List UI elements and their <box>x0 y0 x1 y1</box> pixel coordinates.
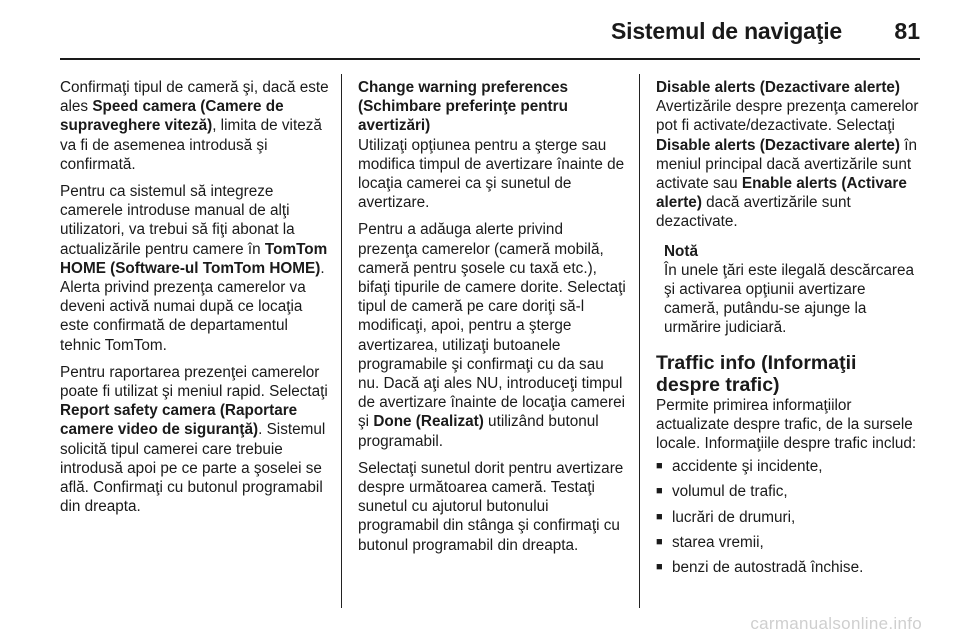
term-enable-alerts: Enable alerts (Activare alerte) <box>656 175 907 212</box>
paragraph-tomtom-home: Pentru ca sistemul să integreze camerele introduse manual de alţi utilizatori, va trebui să fiţi abonat la actualizările pentru camere în TomTom HOME (Software-ul TomTom HOME). Alerta privind prezenţa camerelor va deveni activă numai după ce locaţia este confirmată de departamentul tehnic TomTom. <box>60 183 328 354</box>
note-block <box>664 242 922 338</box>
column-left <box>60 78 330 524</box>
paragraph-add-alerts: Pentru a adăuga alerte privind prezenţa camerelor (cameră mobilă, cameră pentru şosele cu taxă etc.), bifaţi tipurile de camere dorite. Selectaţi tipul de cameră pe care doriţi să-l modificaţi, apoi, pentru a şterge avertizarea, utilizaţi butoanele programabile şi confirmaţi cu da sau nu. Dacă aţi ales NU, introduceţi timpul de avertizare înainte de locaţia camerei şi Done (Realizat) utilizând butonul programabil. <box>358 221 626 450</box>
paragraph-report-camera: Pentru raportarea prezenţei camerelor poate fi utilizat şi meniul rapid. Selectaţi Report safety camera (Raportare camere video de siguranţă). Sistemul solicită tipul camerei care trebuie introdusă apoi pe ce parte a şoselei se află. Confirmaţi cu butonul programabil din dreapta. <box>60 363 328 516</box>
column-right <box>656 78 922 583</box>
square-bullet-icon: ■ <box>656 561 663 574</box>
page-title: Sistemul de navigaţie <box>611 18 842 44</box>
heading-traffic-info: Traffic info (Informaţii despre trafic) <box>656 351 857 396</box>
square-bullet-icon: ■ <box>656 485 663 498</box>
site-watermark: carmanualsonline.info <box>750 614 922 633</box>
square-bullet-icon: ■ <box>656 460 663 473</box>
list-item: ■ volumul de trafic, <box>656 483 788 501</box>
paragraph-confirm-camera: Confirmaţi tipul de cameră şi, dacă este ales Speed camera (Camere de supraveghere viteză), limita de viteză va fi de asemenea introdusă şi confirmată. <box>60 79 329 173</box>
paragraph-traffic-intro: Permite primirea informaţiilor actualizate despre trafic, de la sursele locale. Informaţiile despre trafic includ: <box>656 396 917 453</box>
list-item: ■ benzi de autostradă închise. <box>656 559 864 577</box>
square-bullet-icon: ■ <box>656 535 663 548</box>
term-speed-camera: Speed camera (Camere de supraveghere viteză) <box>60 98 284 135</box>
list-item: ■ lucrări de drumuri, <box>656 508 796 526</box>
term-tomtom-home: TomTom HOME (Software-ul TomTom HOME) <box>60 240 328 277</box>
note-text: În unele ţări este ilegală descărcarea şi activarea opţiunii avertizare cameră, putându-se ajunge la urmărire judiciară. <box>664 261 915 337</box>
traffic-info-list <box>656 457 922 577</box>
square-bullet-icon: ■ <box>656 510 663 523</box>
page-number: 81 <box>894 18 920 44</box>
heading-disable-alerts: Disable alerts (Dezactivare alerte) <box>656 79 901 96</box>
note-label: Notă <box>664 242 698 260</box>
page-header <box>0 0 960 64</box>
header-divider <box>60 58 920 60</box>
term-done: Done (Realizat) <box>373 413 484 431</box>
list-item: ■ accidente şi incidente, <box>656 458 823 476</box>
column-divider-right <box>639 74 640 608</box>
list-item: ■ starea vremii, <box>656 533 764 551</box>
term-report-safety-camera: Report safety camera (Raportare camere video de siguranţă) <box>60 402 298 439</box>
paragraph-enable-disable: Avertizările despre prezenţa camerelor pot fi activate/dezactivate. Selectaţi Disable alerts (Dezactivare alerte) în meniul principal dacă avertizările sunt activate sau Enable alerts (Activare alerte) dacă avertizările sunt dezactivate. <box>656 98 919 231</box>
column-divider-left <box>341 74 342 608</box>
term-disable-alerts: Disable alerts (Dezactivare alerte) <box>656 136 901 154</box>
paragraph-warning-sound: Selectaţi sunetul dorit pentru avertizare despre următoarea cameră. Testaţi sunetul cu ajutorul butonului programabil din stânga şi confirmaţi cu butonul programabil din dreapta. <box>358 459 624 554</box>
column-middle <box>358 78 626 563</box>
heading-change-warning-preferences: Change warning preferences (Schimbare preferinţe pentru avertizări) <box>358 79 568 135</box>
paragraph-warning-options: Utilizaţi opţiunea pentru a şterge sau modifica timpul de avertizare înainte de locaţia camerei ca şi sunetul de avertizare. <box>358 136 625 212</box>
